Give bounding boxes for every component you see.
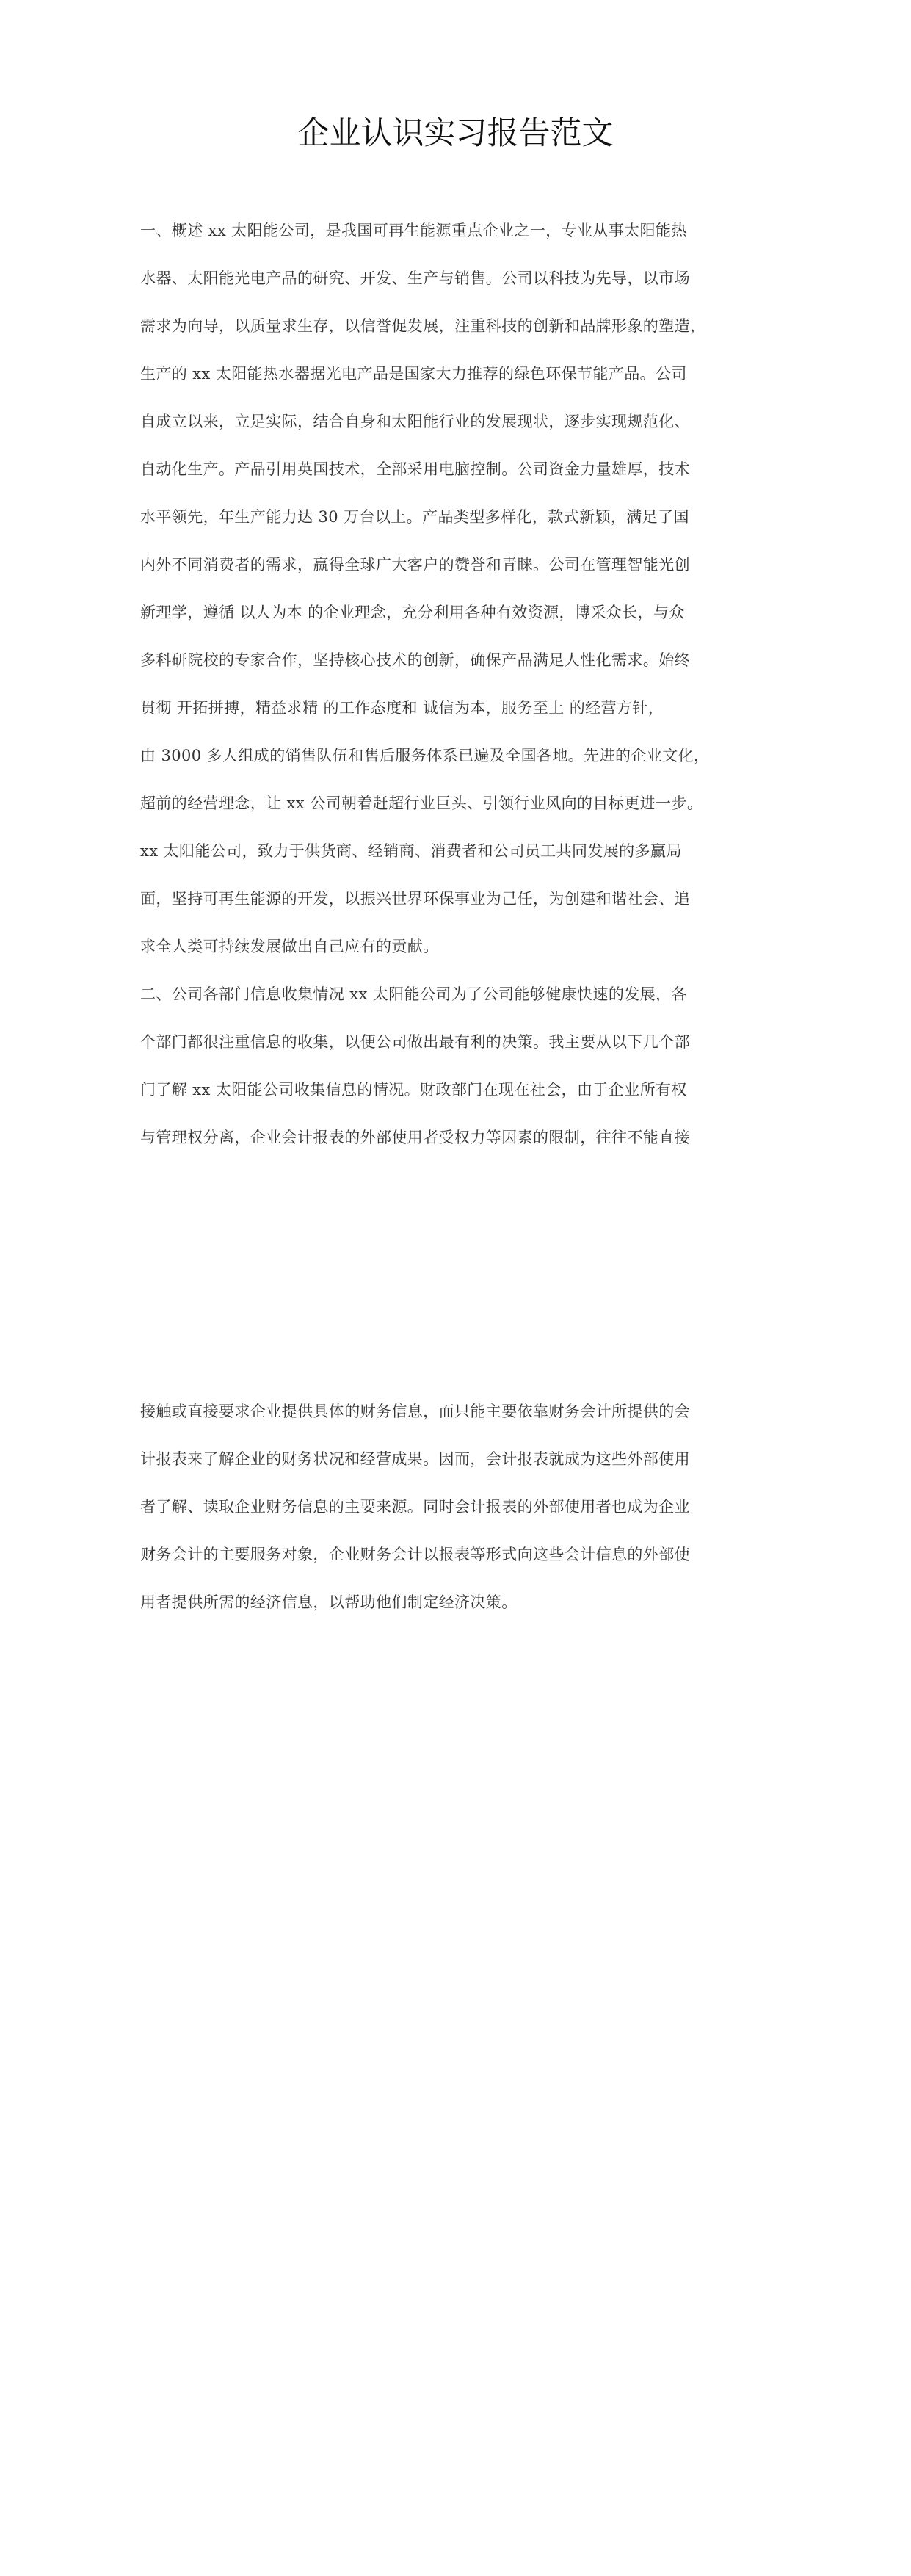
document-title: 企业认识实习报告范文 [297,115,614,152]
text-line: 二、公司各部门信息收集情况 xx 太阳能公司为了公司能够健康快速的发展，各 [140,985,687,1003]
text-line: 水器、太阳能光电产品的研究、开发、生产与销售。公司以科技为先导，以市场 [140,269,690,287]
text-line: 由 3000 多人组成的销售队伍和售后服务体系已遍及全国各地。先进的企业文化， [140,747,710,764]
text-line: xx 太阳能公司，致力于供货商、经销商、消费者和公司员工共同发展的多赢局 [140,842,682,860]
text-line: 自成立以来，立足实际，结合自身和太阳能行业的发展现状，逐步实现规范化、 [140,413,690,430]
text-line: 新理学，遵循 以人为本 的企业理念，充分利用各种有效资源，博采众长，与众 [140,604,685,621]
text-line: 接触或直接要求企业提供具体的财务信息，而只能主要依靠财务会计所提供的会 [140,1403,690,1420]
text-line: 超前的经营理念，让 xx 公司朝着赶超行业巨头、引领行业风向的目标更进一步。 [140,795,703,812]
body-text-page-2 [140,1388,786,1627]
body-text-page-1 [140,207,786,1162]
text-line: 者了解、读取企业财务信息的主要来源。同时会计报表的外部使用者也成为企业 [140,1498,690,1516]
text-line: 水平领先，年生产能力达 30 万台以上。产品类型多样化，款式新颖，满足了国 [140,508,689,526]
text-line: 求全人类可持续发展做出自己应有的贡献。 [140,938,439,955]
text-line: 贯彻 开拓拼搏，精益求精 的工作态度和 诚信为本，服务至上 的经营方针， [140,699,664,717]
text-line: 自动化生产。产品引用英国技术，全部采用电脑控制。公司资金力量雄厚，技术 [140,460,690,478]
text-line: 与管理权分离，企业会计报表的外部使用者受权力等因素的限制，往往不能直接 [140,1129,690,1146]
text-line: 计报表来了解企业的财务状况和经营成果。因而，会计报表就成为这些外部使用 [140,1450,690,1468]
text-line: 财务会计的主要服务对象，企业财务会计以报表等形式向这些会计信息的外部使 [140,1546,690,1563]
text-line: 内外不同消费者的需求，赢得全球广大客户的赞誉和青睐。公司在管理智能光创 [140,556,690,574]
text-line: 多科研院校的专家合作，坚持核心技术的创新，确保产品满足人性化需求。始终 [140,651,690,669]
text-line: 用者提供所需的经济信息，以帮助他们制定经济决策。 [140,1593,518,1611]
text-line: 一、概述 xx 太阳能公司，是我国可再生能源重点企业之一，专业从事太阳能热 [140,222,687,239]
text-line: 门了解 xx 太阳能公司收集信息的情况。财政部门在现在社会，由于企业所有权 [140,1081,687,1099]
text-line: 生产的 xx 太阳能热水器据光电产品是国家大力推荐的绿色环保节能产品。公司 [140,365,687,383]
text-line: 面，坚持可再生能源的开发，以振兴世界环保事业为己任，为创建和谐社会、追 [140,890,690,908]
text-line: 需求为向导，以质量求生存，以信誉促发展，注重科技的创新和品牌形象的塑造， [140,317,706,335]
text-line: 个部门都很注重信息的收集，以便公司做出最有利的决策。我主要从以下几个部 [140,1033,690,1051]
